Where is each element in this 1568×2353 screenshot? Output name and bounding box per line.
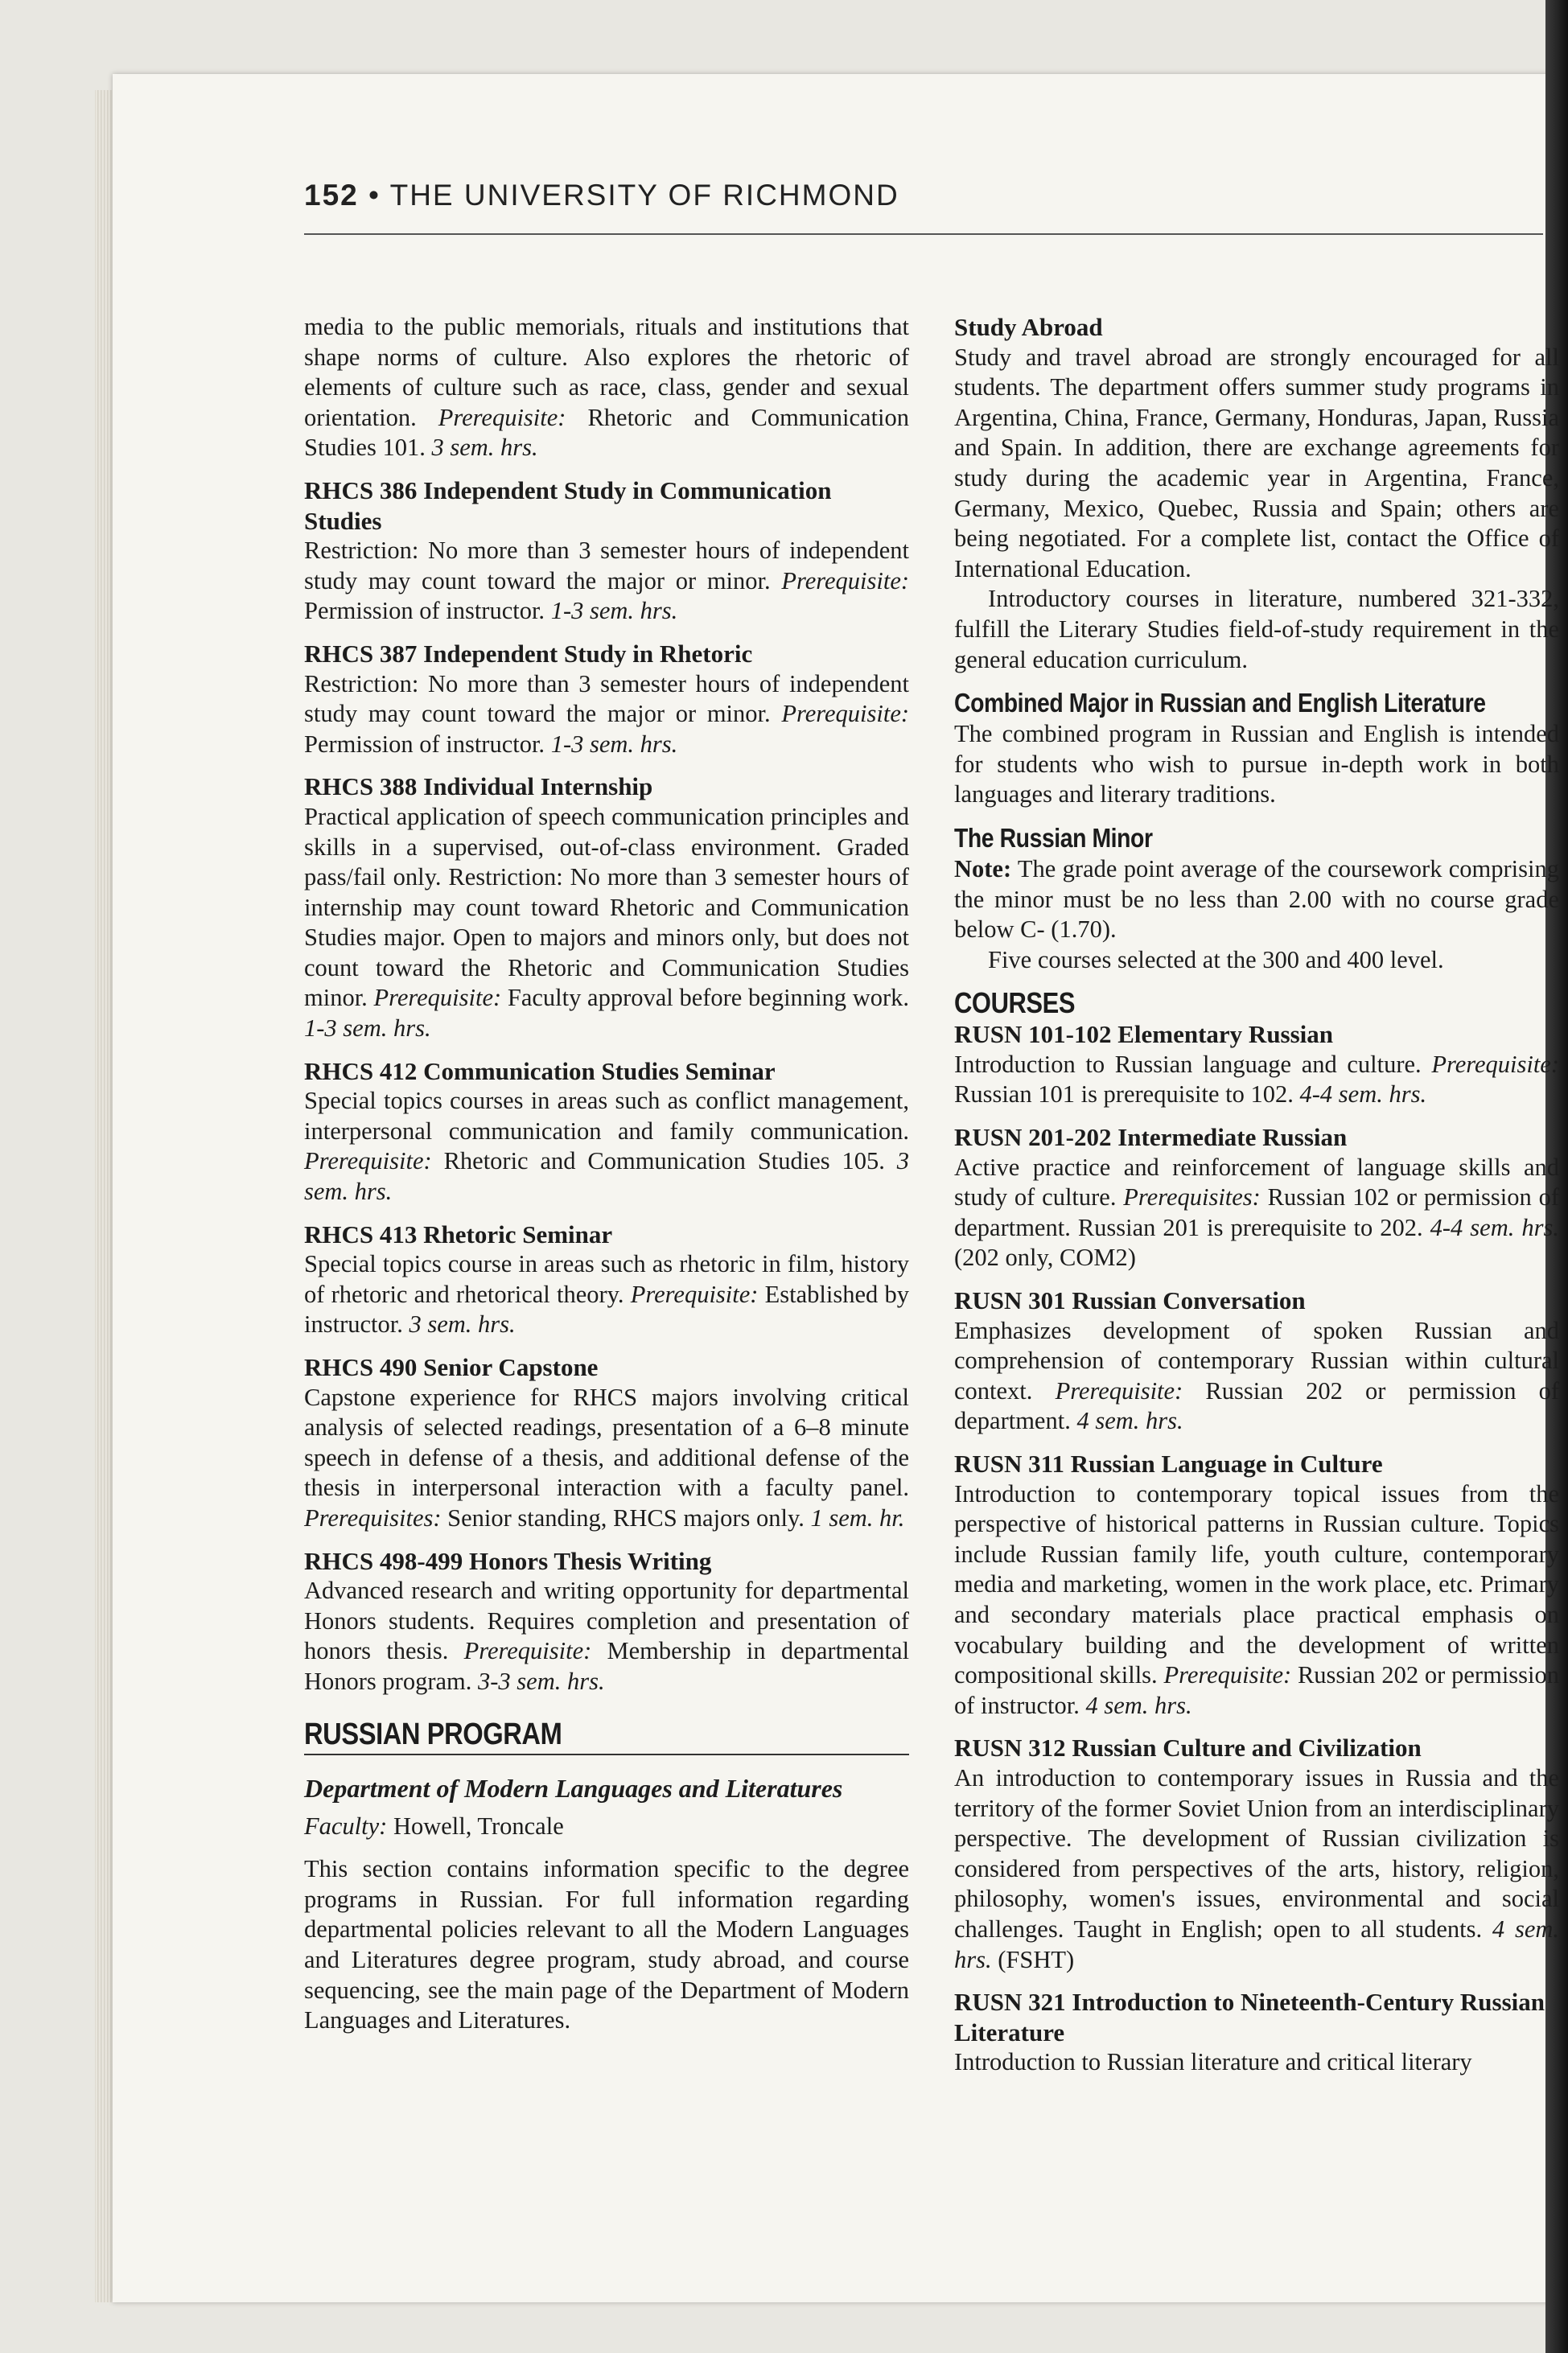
note-text: The grade point average of the coursework comprising the minor must be no less than 2.00 with no course grade below C- (1.70). xyxy=(954,854,1560,944)
course-title: RHCS 386 Independent Study in Communication Studies xyxy=(304,475,832,535)
prereq-text: Permission of instructor. xyxy=(304,730,545,758)
course-entry xyxy=(304,1352,909,1534)
prereq-text: Established by instructor. xyxy=(304,1280,909,1339)
faculty-label: Faculty: xyxy=(304,1812,388,1840)
faculty-line xyxy=(304,1812,909,1842)
credit-hours: 4 sem. hrs. xyxy=(1076,1407,1183,1435)
course-description: Special topics courses in areas such as conflict management, interpersonal communication and family communication. xyxy=(304,1087,909,1145)
credit-hours: 1-3 sem. hrs. xyxy=(304,1014,431,1043)
credit-hours: 4 sem. hrs. xyxy=(954,1915,1560,1973)
course-title: RUSN 311 Russian Language in Culture xyxy=(954,1450,1383,1478)
prereq-text: Rhetoric and Communication Studies 101. xyxy=(304,403,910,462)
course-attribute: (FSHT) xyxy=(998,1945,1075,1973)
prereq-text: Russian 202 or permission of instructor. xyxy=(954,1661,1560,1719)
combined-major-text: The combined program in Russian and English is intended for students who wish to pursue in-depth work in both languages and literary traditions. xyxy=(954,720,1559,808)
credit-hours: 1-3 sem. hrs. xyxy=(550,730,678,758)
department-title: Department of Modern Languages and Literatures xyxy=(304,1773,843,1803)
course-entry xyxy=(304,771,909,1043)
course-entry xyxy=(304,639,909,759)
credit-hours: 3-3 sem. hrs. xyxy=(478,1667,605,1695)
entry-text: media to the public memorials, rituals and institutions that shape norms of culture. Also explores the rhetoric of elements of culture such as race, class, gender and sexual orientation. xyxy=(304,313,909,431)
course-entry xyxy=(954,1122,1559,1273)
course-description: Introduction to Russian language and culture. xyxy=(954,1050,1422,1078)
course-description: Active practice and reinforcement of language skills and study of culture. xyxy=(954,1153,1559,1211)
course-description: Capstone experience for RHCS majors involving critical analysis of selected readings, presentation of a 6–8 minute speech in defense of a thesis, and additional defense of the thesis in interpersonal interaction with a faculty panel. xyxy=(304,1383,909,1502)
course-entry xyxy=(304,475,909,627)
course-title: RUSN 101-102 Elementary Russian xyxy=(954,1020,1334,1049)
program-intro: This section contains information specific to the degree programs in Russian. For full information regarding departmental policies relevant to all the Modern Languages and Literatures degree program, study abroad, and course sequencing, see the main page of the Department of Modern Languages and Literatures. xyxy=(304,1855,909,2034)
prereq-text: Russian 101 is prerequisite to 102. xyxy=(954,1080,1294,1109)
credit-hours: 1-3 sem. hrs. xyxy=(550,597,678,625)
course-title: RHCS 388 Individual Internship xyxy=(304,772,653,801)
course-title: RHCS 490 Senior Capstone xyxy=(304,1353,599,1381)
prereq-label: Prerequisite: xyxy=(1431,1050,1559,1078)
course-title: RHCS 413 Rhetoric Seminar xyxy=(304,1220,613,1248)
course-description: Special topics course in areas such as rhetoric in film, history of rhetoric and rhetorical theory. xyxy=(304,1250,909,1308)
prereq-label: Prerequisite: xyxy=(304,1147,432,1175)
course-title: RHCS 498-499 Honors Thesis Writing xyxy=(304,1546,712,1575)
prereq-label: Prerequisite: xyxy=(463,1637,592,1665)
prereq-text: Rhetoric and Communication Studies 105. xyxy=(443,1147,885,1175)
prereq-text: Permission of instructor. xyxy=(304,597,545,625)
prereq-label: Prerequisite: xyxy=(438,403,566,431)
literature-courses-note: Introductory courses in literature, numbered 321-332, fulfill the Literary Studies field-of-study requirement in the general education curriculum. xyxy=(954,585,1559,673)
credit-hours: 4 sem. hrs. xyxy=(1085,1691,1192,1719)
course-entry xyxy=(304,1546,909,1697)
course-title: RHCS 387 Independent Study in Rhetoric xyxy=(304,639,753,668)
course-title: RUSN 301 Russian Conversation xyxy=(954,1286,1306,1315)
course-description: Advanced research and writing opportunity for departmental Honors students. Requires completion and presentation of honors thesis. xyxy=(304,1577,909,1665)
courses-heading: COURSES xyxy=(954,986,1076,1020)
course-attribute: (202 only, COM2) xyxy=(954,1244,1136,1272)
course-description: An introduction to contemporary issues in Russia and the territory of the former Soviet Union from an interdisciplinary perspective. The development of Russian civilization is considered from perspectives of the arts, history, religion, philosophy, women's issues, environmental and social challenges. Taught in English; open to all students. xyxy=(954,1763,1559,1943)
course-title: RHCS 412 Communication Studies Seminar xyxy=(304,1056,776,1085)
header-title: THE UNIVERSITY OF RICHMOND xyxy=(389,179,899,212)
course-entry xyxy=(954,1733,1559,1975)
course-entry xyxy=(304,1056,909,1207)
header-separator: • xyxy=(368,179,381,212)
program-heading xyxy=(304,1717,909,1755)
credit-hours: 4-4 sem. hrs. xyxy=(1299,1080,1427,1109)
course-description: Introduction to contemporary topical issues from the perspective of historical patterns in Russian culture. Topics include Russian family life, youth culture, contemporary media and marketing, women in the work place, etc. Primary and secondary materials place practical emphasis on vocabulary building and the development of written compositional skills. xyxy=(954,1479,1559,1689)
course-description: Restriction: No more than 3 semester hours of independent study may count toward the major or minor. xyxy=(304,537,909,594)
course-description: Restriction: No more than 3 semester hours of independent study may count toward the major or minor. xyxy=(304,669,909,728)
prereq-text: Faculty approval before beginning work. xyxy=(507,984,910,1012)
course-title: RUSN 312 Russian Culture and Civilization xyxy=(954,1734,1422,1763)
subsection-heading: The Russian Minor xyxy=(954,822,1153,853)
running-head xyxy=(304,179,899,212)
section-title: Study Abroad xyxy=(954,313,1103,341)
continued-entry xyxy=(304,312,909,463)
credit-hours: 4-4 sem. hrs. xyxy=(1430,1213,1559,1241)
prereq-label: Prerequisite: xyxy=(1163,1661,1292,1689)
course-entry xyxy=(304,1220,909,1340)
prereq-label: Prerequisite: xyxy=(373,984,502,1012)
course-description: Introduction to Russian literature and critical literary xyxy=(954,2048,1472,2076)
study-abroad-section xyxy=(954,312,1559,675)
prereq-label: Prerequisite: xyxy=(781,566,910,594)
credit-hours: 3 sem. hrs. xyxy=(431,434,538,462)
prereq-label: Prerequisite: xyxy=(1055,1376,1183,1405)
prereq-text: Russian 102 or permission of department. Russian 201 is prerequisite to 202. xyxy=(954,1183,1559,1241)
course-title: RUSN 201-202 Intermediate Russian xyxy=(954,1123,1348,1152)
left-column xyxy=(304,312,909,2036)
course-entry xyxy=(954,1286,1559,1437)
course-entry xyxy=(954,1019,1559,1110)
course-description: Practical application of speech communication principles and skills in a supervised, out-of-class environment. Graded pass/fail only. Restriction: No more than 3 semester hours of internship may count toward Rhetoric and Communication Studies major. Open to majors and minors only, but does not count toward the Rhetoric and Communication Studies minor. xyxy=(304,802,909,1012)
credit-hours: 3 sem. hrs. xyxy=(304,1147,910,1206)
course-title: RUSN 321 Introduction to Nineteenth-Century Russian Literature xyxy=(954,1988,1545,2047)
prereq-label: Prerequisite: xyxy=(630,1280,759,1308)
prereq-text: Senior standing, RHCS majors only. xyxy=(447,1504,805,1532)
faculty-names: Howell, Troncale xyxy=(393,1812,564,1840)
course-entry xyxy=(954,1449,1559,1721)
course-description: Emphasizes development of spoken Russian and comprehension of contemporary Russian within cultural context. xyxy=(954,1316,1559,1405)
prereq-label: Prerequisites: xyxy=(1123,1183,1261,1211)
prereq-label: Prerequisites: xyxy=(304,1504,442,1532)
note-label: Note: xyxy=(954,854,1012,882)
right-column xyxy=(954,312,1559,2090)
minor-section xyxy=(954,822,1559,975)
program-heading-text: RUSSIAN PROGRAM xyxy=(304,1717,562,1751)
credit-hours: 1 sem. hr. xyxy=(810,1504,905,1532)
header-rule xyxy=(304,233,1543,235)
page-number: 152 xyxy=(304,179,359,212)
subsection-heading: Combined Major in Russian and English Literature xyxy=(954,688,1486,718)
prereq-label: Prerequisite: xyxy=(781,700,910,728)
course-entry xyxy=(954,1987,1559,2078)
minor-requirement: Five courses selected at the 300 and 400 level. xyxy=(988,945,1444,973)
credit-hours: 3 sem. hrs. xyxy=(409,1310,516,1339)
prereq-text: Membership in departmental Honors program. xyxy=(304,1637,910,1695)
combined-major-section xyxy=(954,687,1559,810)
study-abroad-text: Study and travel abroad are strongly encouraged for all students. The department offers summer study programs in Argentina, China, France, Germany, Honduras, Japan, Russia and Spain. In addition, there are exchange agreements for study during the academic year in Argentina, France, Germany, Mexico, Quebec, Russia and Spain; others are being negotiated. For a complete list, contact the Office of International Education. xyxy=(954,343,1559,582)
prereq-text: Russian 202 or permission of department. xyxy=(954,1376,1560,1435)
